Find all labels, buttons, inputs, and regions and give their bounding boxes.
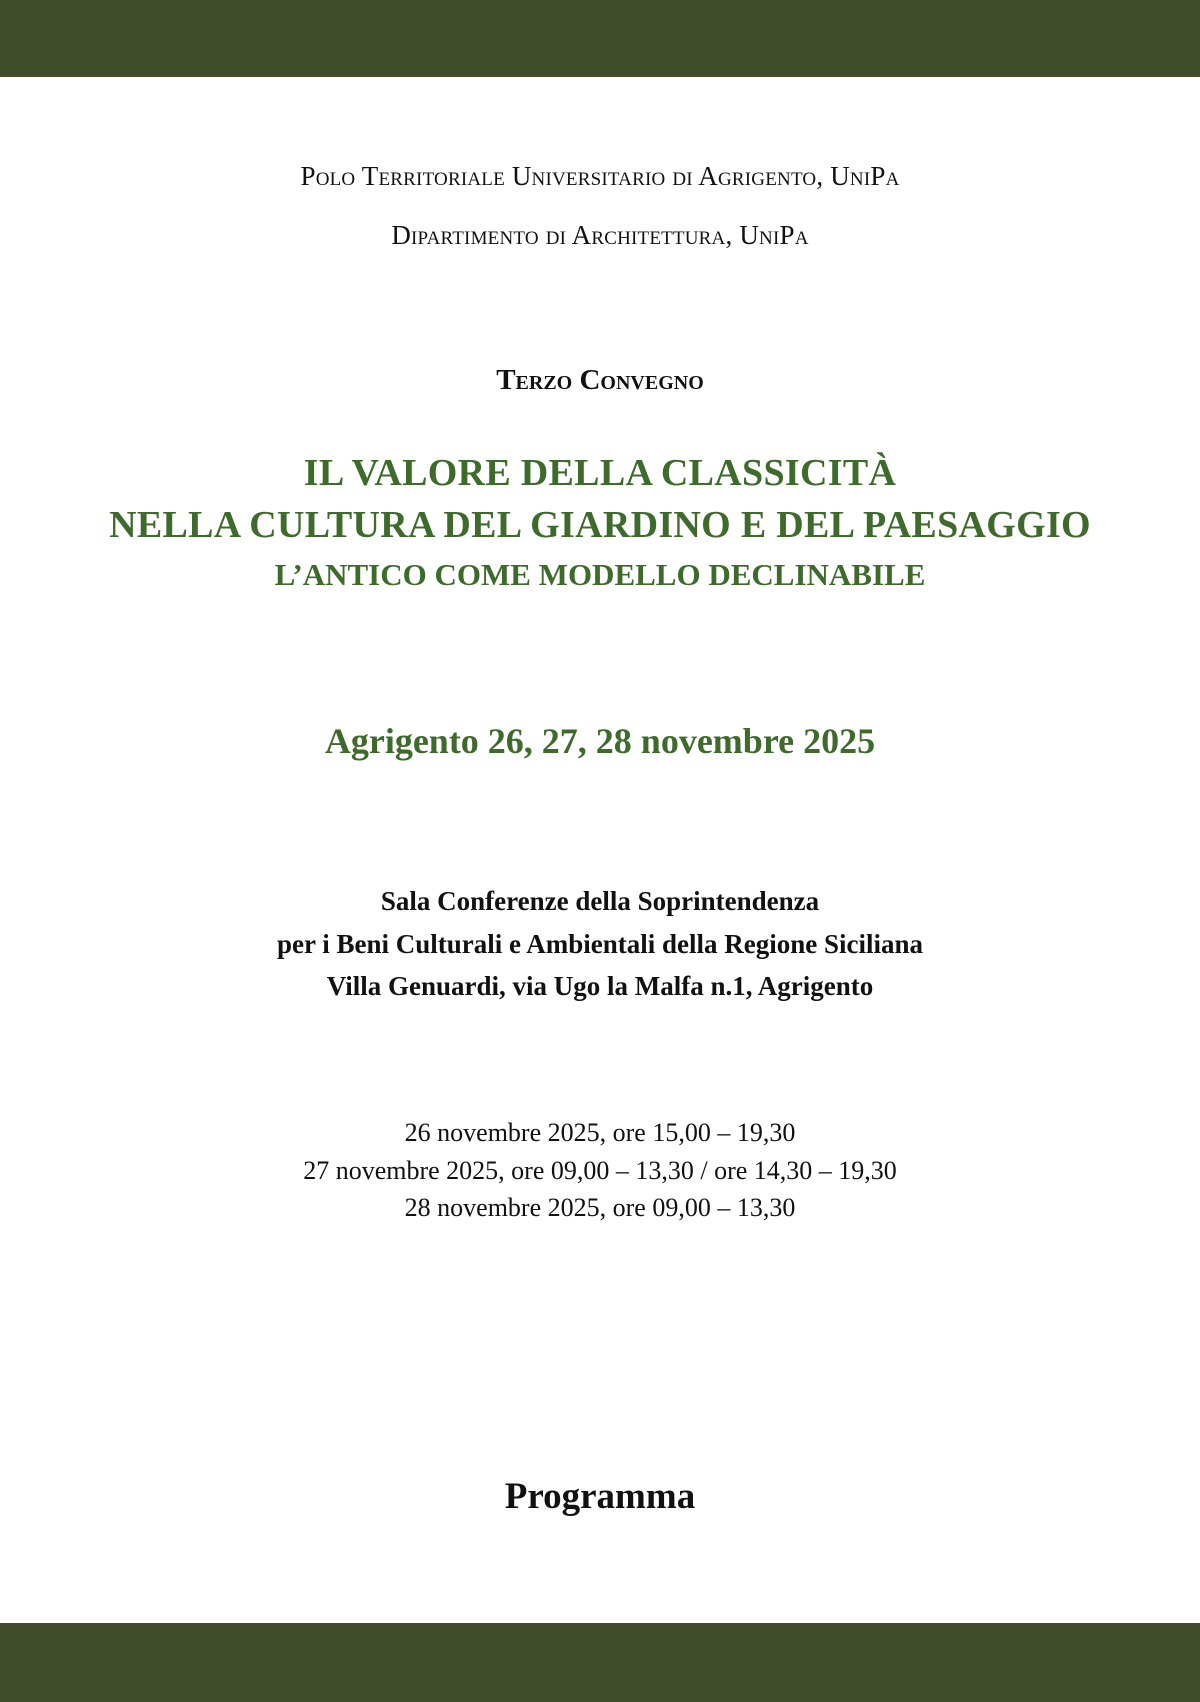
conference-subtitle: L’ANTICO COME MODELLO DECLINABILE [274,557,926,592]
venue-line-1: Sala Conferenze della Soprintendenza [380,886,820,916]
conference-title-line-2: NELLA CULTURA DEL GIARDINO E DEL PAESAGGIO [109,504,1091,546]
top-decorative-band [0,0,1200,77]
schedule-day-2: 27 novembre 2025, ore 09,00 – 13,30 / ore 14,30 – 19,30 [303,1156,897,1185]
bottom-decorative-band [0,1623,1200,1702]
conference-dates: Agrigento 26, 27, 28 novembre 2025 [324,721,876,761]
schedule-day-1: 26 novembre 2025, ore 15,00 – 19,30 [404,1118,796,1147]
venue-line-3: Villa Genuardi, via Ugo la Malfa n.1, Agrigento [326,971,874,1001]
venue-line-2: per i Beni Culturali e Ambientali della Regione Siciliana [276,929,924,959]
institution-line-1: Polo Territoriale Universitario di Agrigento, UniPa [300,161,900,191]
schedule-day-3: 28 novembre 2025, ore 09,00 – 13,30 [404,1193,796,1222]
conference-title-line-1: IL VALORE DELLA CLASSICITÀ [303,452,897,494]
institution-line-2: Dipartimento di Architettura, UniPa [391,220,809,250]
programma-heading: Programma [504,1476,696,1517]
conference-kicker: Terzo Convegno [496,364,704,396]
